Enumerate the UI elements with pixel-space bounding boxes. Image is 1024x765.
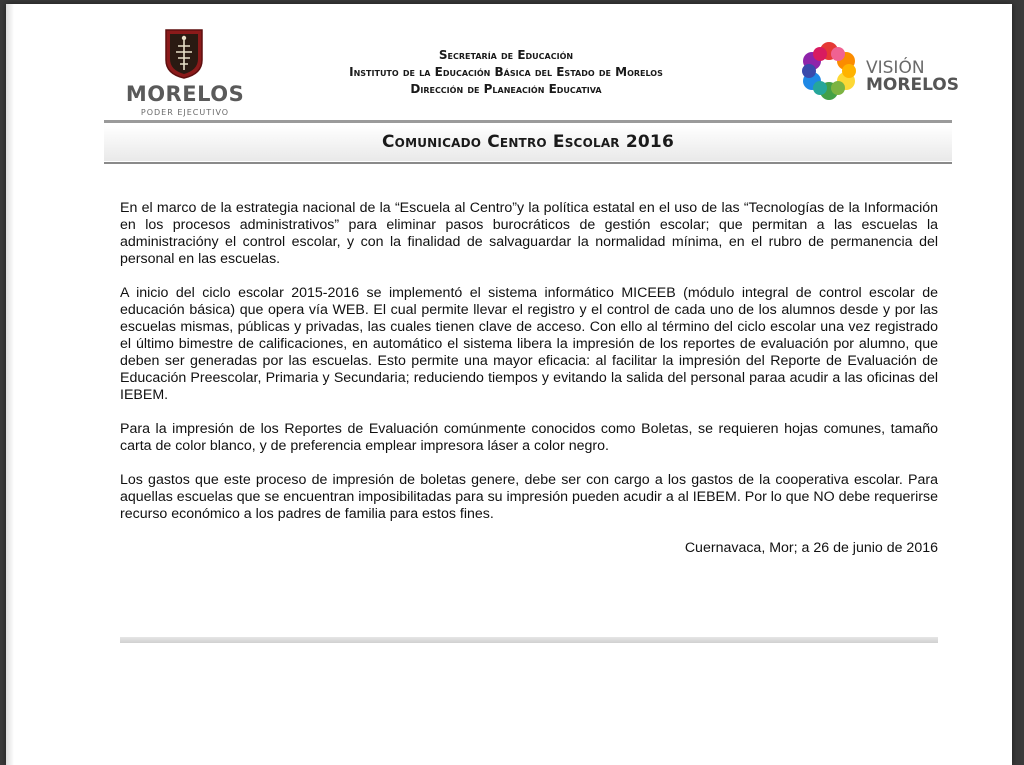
title-rule-bottom	[104, 162, 952, 164]
vision-line2: MORELOS	[866, 75, 959, 95]
place-date-signature: Cuernavaca, Mor; a 26 de junio de 2016	[684, 540, 938, 556]
paragraph-1: En el marco de la estrategia nacional de la “Escuela al Centro”y la política estatal en el uso de las “Tecnologías de la Información en los procesos administrativos” para eliminar pasos burocráticos de gestión escolar; que permitan a las escuelas la administracióny el control escolar, y con la finalidad de salvaguardar la normalidad mínima, en el rubro de permanencia del personal en las escuelas.	[120, 200, 938, 267]
vision-flower-icon	[796, 38, 862, 104]
vision-wordmark	[866, 60, 959, 94]
title-rule-top	[104, 120, 952, 123]
paragraph-2: A inicio del ciclo escolar 2015-2016 se implementó el sistema informático MICEEB (módulo integral de control escolar de educación básica) que opera vía WEB. El cual permite llevar el registro y el control de cada uno de los alumnos desde y por las escuelas mismas, públicas y privadas, las cuales tienen clave de acceso. Con ello al término del ciclo escolar una vez registrado el último bimestre de calificaciones, en automático el sistema libera la impresión de los reportes de evaluación por alumno, que deben ser generadas por las escuelas. Esto permite una mayor eficacia: al facilitar la impresión del Reporte de Evaluación de Educación Preescolar, Primaria y Secundaria; reduciendo tiempos y evitando la salida del personal paraa acudir a las oficinas del IEBEM.	[120, 285, 938, 403]
institution-header	[286, 47, 726, 98]
vision-morelos-logo	[796, 38, 966, 114]
document-body	[120, 200, 938, 557]
header-line-secretaria: Secretaría de Educación	[438, 48, 574, 62]
title-band	[104, 125, 952, 161]
morelos-logo	[120, 24, 250, 120]
header-line-instituto: Instituto de la Educación Básica del Estado de Morelos	[349, 65, 663, 79]
document-page	[6, 4, 1012, 765]
morelos-subtitle: PODER EJECUTIVO	[140, 108, 230, 117]
paragraph-4: Los gastos que este proceso de impresión de boletas genere, debe ser con cargo a los gastos de la cooperativa escolar. Para aquellas escuelas que se encuentran imposibilitadas para su impresión pueden acudir a al IEBEM. Por lo que NO debe requerirse recurso económico a los padres de familia para estos fines.	[120, 472, 938, 522]
header-line-direccion: Dirección de Planeación Educativa	[410, 82, 602, 96]
vision-line1: VISIÓN	[866, 58, 925, 78]
morelos-shield-icon	[164, 28, 204, 80]
document-title: Comunicado Centro Escolar 2016	[382, 132, 674, 152]
page-shadow-edge	[6, 4, 14, 765]
footer-bar	[120, 637, 938, 643]
morelos-wordmark: MORELOS	[125, 82, 245, 106]
paragraph-3: Para la impresión de los Reportes de Evaluación comúnmente conocidos como Boletas, se requieren hojas comunes, tamaño carta de color blanco, y de preferencia emplear impresora láser a color negro.	[120, 421, 938, 454]
